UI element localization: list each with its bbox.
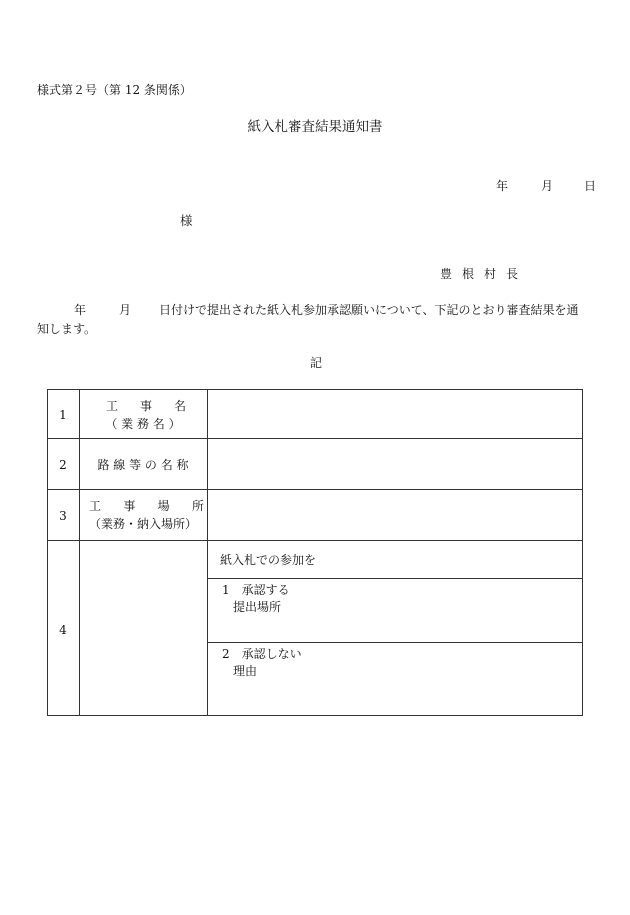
addressee-honorific: 様	[180, 213, 193, 228]
row-number: 2	[59, 458, 67, 472]
option-reject-reason: 理由	[233, 664, 258, 678]
column-divider-number	[79, 389, 80, 716]
date-day-label: 日	[584, 179, 597, 193]
row4-divider-b	[207, 642, 583, 643]
table-border-top	[47, 389, 583, 390]
label-char: 工	[106, 399, 119, 413]
row-divider-1	[47, 438, 583, 439]
row3-label-main	[89, 500, 204, 512]
review-result-table	[47, 389, 583, 716]
row4-divider-a	[207, 578, 583, 579]
row-number: 4	[59, 623, 67, 637]
label-char: 事	[139, 399, 152, 413]
row1-label-main	[106, 400, 186, 412]
row-divider-2	[47, 489, 583, 490]
label-char: 場	[157, 499, 170, 513]
form-reference: 様式第２号（第 12 条関係）	[37, 83, 192, 97]
body-text-line2: 知します。	[37, 322, 97, 336]
row-number: 1	[59, 408, 67, 422]
row3-label-sub: （業務・納入場所）	[88, 517, 197, 531]
row-number: 3	[59, 509, 67, 523]
ki-heading: 記	[310, 356, 323, 370]
label-char: 所	[191, 499, 204, 513]
label-char: 事	[123, 499, 136, 513]
body-month-label: 月	[119, 303, 132, 317]
sender-name: 豊根村長	[440, 267, 529, 281]
row4-header: 紙入札での参加を	[220, 553, 317, 567]
row2-label: 路 線 等 の 名 称	[97, 458, 189, 472]
row-divider-3	[47, 540, 583, 541]
body-text-main: 日付けで提出された紙入札参加承認願いについて、下記のとおり審査結果を通	[159, 303, 579, 317]
row1-label-sub: （ 業 務 名 ）	[105, 417, 181, 431]
option-approve-location: 提出場所	[233, 600, 282, 614]
column-divider-label	[207, 389, 208, 716]
body-year-label: 年	[74, 303, 87, 317]
date-year-label: 年	[496, 179, 509, 193]
document-title: 紙入札審査結果通知書	[247, 119, 383, 135]
label-char: 名	[173, 399, 186, 413]
date-month-label: 月	[541, 179, 554, 193]
option-approve-label: 1 承認する	[222, 583, 290, 597]
option-reject-label: 2 承認しない	[222, 647, 302, 661]
label-char: 工	[89, 499, 102, 513]
table-border-bottom	[47, 715, 583, 716]
